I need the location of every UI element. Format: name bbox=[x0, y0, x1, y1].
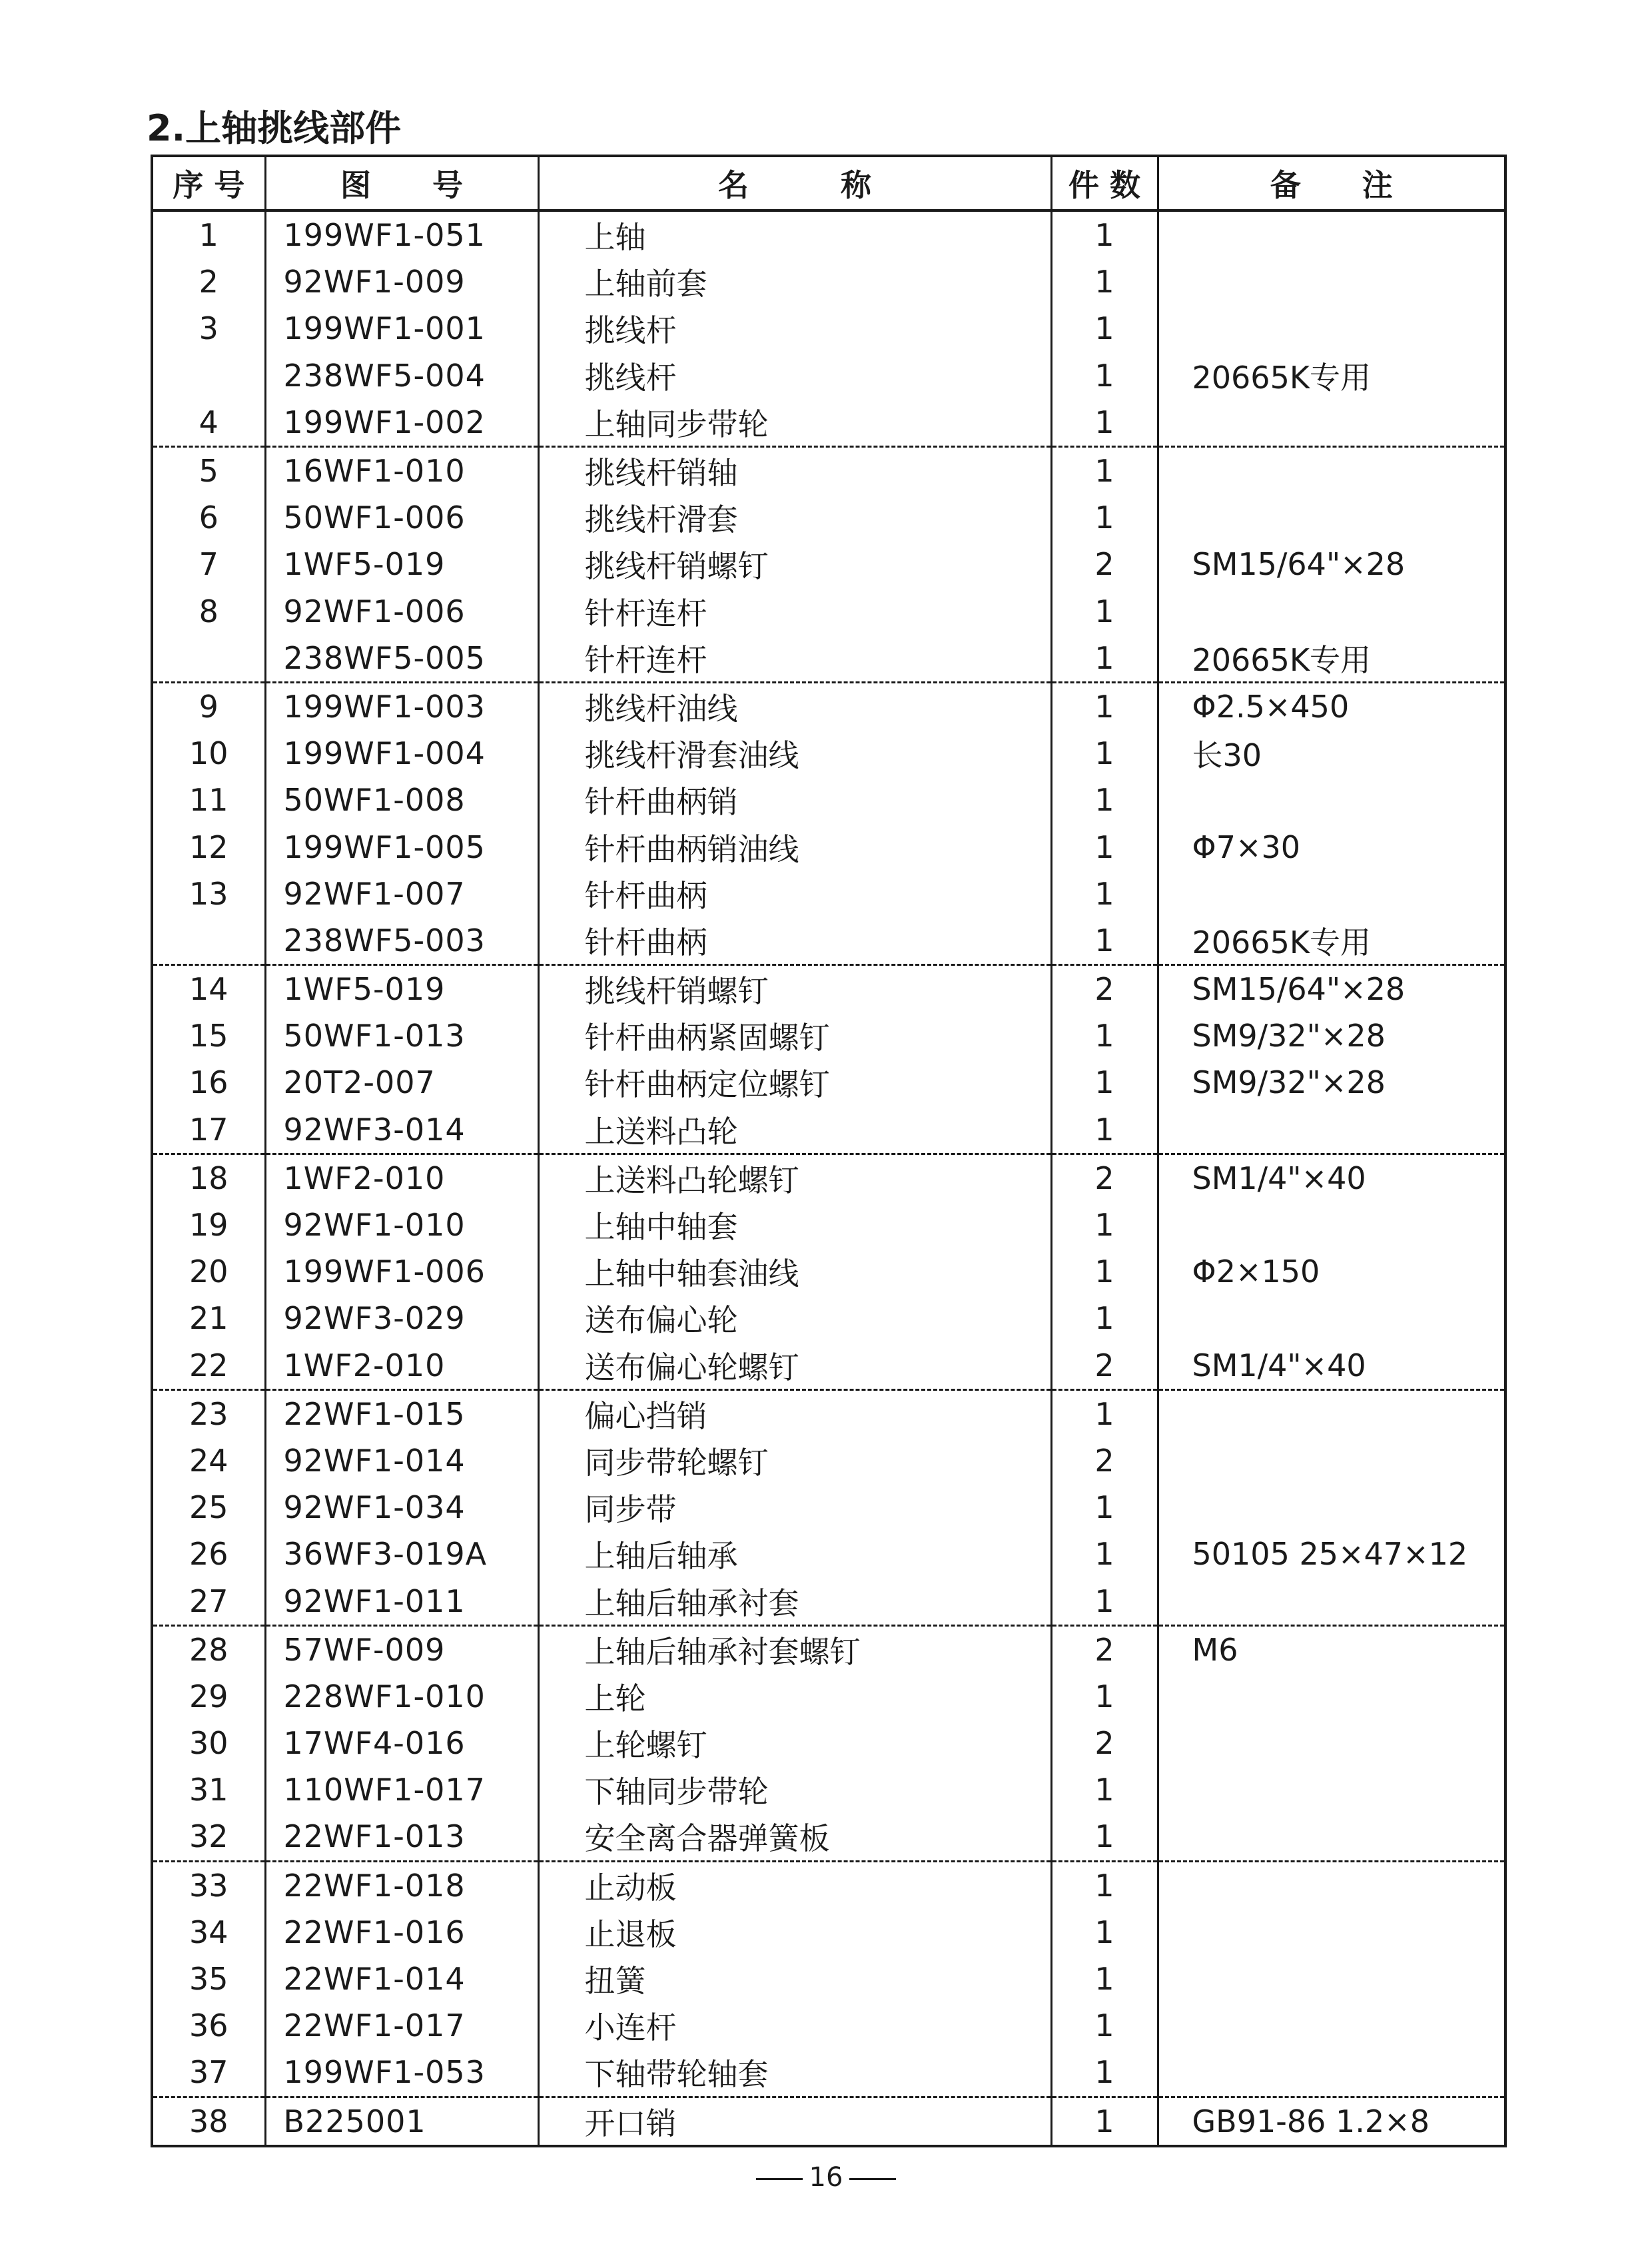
cell-part-code: 199WF1-001 bbox=[265, 305, 538, 352]
cell-remarks: 20665K专用 bbox=[1158, 352, 1505, 399]
cell-quantity: 1 bbox=[1051, 1295, 1158, 1341]
cell-quantity: 1 bbox=[1051, 2049, 1158, 2097]
cell-part-code: 199WF1-051 bbox=[265, 210, 538, 258]
cell-no: 3 bbox=[199, 310, 218, 347]
cell-remarks: M6 bbox=[1158, 1625, 1505, 1673]
cell-part-name: 针杆曲柄定位螺钉 bbox=[538, 1059, 1051, 1106]
cell-quantity: 1 bbox=[1051, 210, 1158, 258]
cell-no: 28 bbox=[189, 1631, 228, 1668]
table-row bbox=[152, 871, 1505, 917]
cell-no: 5 bbox=[199, 453, 218, 490]
cell-part-name: 止动板 bbox=[538, 1861, 1051, 1909]
cell-part-name: 上轴中轴套 bbox=[538, 1202, 1051, 1248]
header-remarks: 备 注 bbox=[1158, 156, 1505, 210]
cell-part-code: 22WF1-013 bbox=[265, 1813, 538, 1861]
cell-part-code: 238WF5-004 bbox=[265, 352, 538, 399]
cell-part-name: 挑线杆 bbox=[538, 305, 1051, 352]
cell-quantity: 1 bbox=[1051, 1484, 1158, 1531]
cell-part-name: 开口销 bbox=[538, 2097, 1051, 2146]
cell-part-code: 92WF1-010 bbox=[265, 1202, 538, 1248]
cell-no: 7 bbox=[199, 546, 218, 583]
cell-quantity: 1 bbox=[1051, 1673, 1158, 1720]
table-row bbox=[152, 1909, 1505, 1956]
cell-no: 13 bbox=[189, 875, 228, 912]
cell-remarks bbox=[1158, 210, 1505, 258]
table-row bbox=[152, 1484, 1505, 1531]
cell-no: 8 bbox=[199, 593, 218, 629]
cell-part-code: 238WF5-003 bbox=[265, 917, 538, 965]
table-row bbox=[152, 682, 1505, 730]
cell-no: 2 bbox=[199, 264, 218, 300]
cell-part-name: 挑线杆油线 bbox=[538, 682, 1051, 730]
cell-part-code: 22WF1-018 bbox=[265, 1861, 538, 1909]
page-number: 16 bbox=[809, 2162, 843, 2193]
cell-part-name: 挑线杆滑套油线 bbox=[538, 730, 1051, 777]
cell-quantity: 1 bbox=[1051, 1909, 1158, 1956]
cell-part-name: 同步带 bbox=[538, 1484, 1051, 1531]
cell-quantity: 1 bbox=[1051, 2002, 1158, 2049]
cell-part-code: 92WF3-014 bbox=[265, 1106, 538, 1154]
header-qty: 件 数 bbox=[1051, 156, 1158, 210]
cell-quantity: 2 bbox=[1051, 1342, 1158, 1390]
cell-no: 27 bbox=[152, 1577, 265, 1625]
cell-remarks bbox=[1158, 1766, 1505, 1813]
cell-part-code: 50WF1-013 bbox=[265, 1012, 538, 1059]
cell-part-code: 1WF5-019 bbox=[265, 541, 538, 587]
cell-remarks: SM15/64"×28 bbox=[1158, 965, 1505, 1013]
cell-quantity: 2 bbox=[1051, 965, 1158, 1013]
table-row bbox=[152, 1531, 1505, 1577]
cell-quantity: 1 bbox=[1051, 917, 1158, 965]
cell-part-code: 92WF1-009 bbox=[265, 258, 538, 305]
cell-part-code: 92WF1-011 bbox=[265, 1577, 538, 1625]
cell-no: 29 bbox=[189, 1678, 228, 1714]
cell-remarks bbox=[1158, 1956, 1505, 2002]
table-row bbox=[152, 1956, 1505, 2002]
cell-part-code: 199WF1-006 bbox=[265, 1248, 538, 1295]
table-header-row bbox=[152, 156, 1505, 210]
cell-part-name: 扭簧 bbox=[538, 1956, 1051, 2002]
cell-no: 21 bbox=[189, 1300, 228, 1337]
cell-no: 33 bbox=[189, 1867, 228, 1904]
cell-part-code: B225001 bbox=[265, 2097, 538, 2146]
cell-remarks bbox=[1158, 1861, 1505, 1909]
cell-no bbox=[152, 917, 265, 965]
cell-no: 1 bbox=[199, 217, 218, 254]
cell-remarks bbox=[1158, 2002, 1505, 2049]
cell-no: 12 bbox=[189, 829, 228, 865]
cell-no: 25 bbox=[189, 1489, 228, 1526]
cell-remarks bbox=[1158, 1484, 1505, 1531]
table-row bbox=[152, 258, 1505, 305]
cell-part-name: 下轴带轮轴套 bbox=[538, 2049, 1051, 2097]
cell-quantity: 1 bbox=[1051, 258, 1158, 305]
cell-part-code: 36WF3-019A bbox=[265, 1531, 538, 1577]
cell-quantity: 2 bbox=[1051, 1625, 1158, 1673]
cell-no: 11 bbox=[189, 782, 228, 819]
cell-no bbox=[152, 352, 265, 399]
table-row bbox=[152, 965, 1505, 1013]
cell-part-name: 上送料凸轮 bbox=[538, 1106, 1051, 1154]
cell-remarks bbox=[1158, 1295, 1505, 1341]
cell-remarks bbox=[1158, 1106, 1505, 1154]
cell-part-name: 挑线杆 bbox=[538, 352, 1051, 399]
cell-part-code: 92WF3-029 bbox=[265, 1295, 538, 1341]
cell-quantity: 1 bbox=[1051, 1766, 1158, 1813]
cell-remarks bbox=[1158, 446, 1505, 494]
table-row bbox=[152, 1342, 1505, 1390]
cell-part-name: 同步带轮螺钉 bbox=[538, 1437, 1051, 1484]
cell-no: 20 bbox=[189, 1254, 228, 1290]
cell-remarks bbox=[1158, 258, 1505, 305]
cell-quantity: 1 bbox=[1051, 1248, 1158, 1295]
cell-remarks: Φ7×30 bbox=[1158, 823, 1505, 870]
cell-remarks bbox=[1158, 399, 1505, 447]
cell-no: 32 bbox=[152, 1813, 265, 1861]
cell-remarks bbox=[1158, 871, 1505, 917]
cell-part-name: 安全离合器弹簧板 bbox=[538, 1813, 1051, 1861]
cell-part-code: 57WF-009 bbox=[265, 1625, 538, 1673]
table-row bbox=[152, 635, 1505, 683]
cell-part-name: 偏心挡销 bbox=[538, 1389, 1051, 1437]
cell-part-name: 挑线杆滑套 bbox=[538, 494, 1051, 541]
cell-remarks bbox=[1158, 1437, 1505, 1484]
cell-part-name: 小连杆 bbox=[538, 2002, 1051, 2049]
table-row bbox=[152, 1248, 1505, 1295]
cell-quantity: 2 bbox=[1051, 541, 1158, 587]
parts-table bbox=[151, 155, 1507, 2147]
table-row bbox=[152, 399, 1505, 447]
table-row bbox=[152, 823, 1505, 870]
table-row bbox=[152, 2002, 1505, 2049]
cell-part-code: 17WF4-016 bbox=[265, 1720, 538, 1766]
cell-part-name: 针杆曲柄紧固螺钉 bbox=[538, 1012, 1051, 1059]
cell-remarks: SM9/32"×28 bbox=[1158, 1012, 1505, 1059]
cell-part-code: 92WF1-034 bbox=[265, 1484, 538, 1531]
cell-part-code: 22WF1-014 bbox=[265, 1956, 538, 2002]
table-row bbox=[152, 446, 1505, 494]
cell-quantity: 1 bbox=[1051, 352, 1158, 399]
cell-no: 37 bbox=[152, 2049, 265, 2097]
cell-part-name: 上轴中轴套油线 bbox=[538, 1248, 1051, 1295]
cell-part-name: 上轴同步带轮 bbox=[538, 399, 1051, 447]
cell-remarks bbox=[1158, 1577, 1505, 1625]
cell-part-name: 送布偏心轮 bbox=[538, 1295, 1051, 1341]
cell-quantity: 1 bbox=[1051, 1956, 1158, 2002]
cell-no: 38 bbox=[189, 2103, 228, 2139]
table-row bbox=[152, 1202, 1505, 1248]
cell-part-name: 上轴后轴承衬套螺钉 bbox=[538, 1625, 1051, 1673]
cell-remarks bbox=[1158, 2049, 1505, 2097]
cell-remarks bbox=[1158, 494, 1505, 541]
cell-part-code: 228WF1-010 bbox=[265, 1673, 538, 1720]
table-row bbox=[152, 1154, 1505, 1202]
cell-quantity: 1 bbox=[1051, 635, 1158, 683]
cell-part-code: 50WF1-008 bbox=[265, 777, 538, 823]
cell-quantity: 1 bbox=[1051, 399, 1158, 447]
table-row bbox=[152, 1720, 1505, 1766]
cell-no: 16 bbox=[189, 1064, 228, 1101]
cell-remarks: SM1/4"×40 bbox=[1158, 1342, 1505, 1390]
cell-part-name: 针杆曲柄销油线 bbox=[538, 823, 1051, 870]
cell-remarks: SM15/64"×28 bbox=[1158, 541, 1505, 587]
table-row bbox=[152, 730, 1505, 777]
cell-remarks: GB91-86 1.2×8 bbox=[1158, 2097, 1505, 2146]
cell-quantity: 1 bbox=[1051, 1577, 1158, 1625]
table-row bbox=[152, 1861, 1505, 1909]
cell-part-name: 上轮 bbox=[538, 1673, 1051, 1720]
cell-part-name: 挑线杆销螺钉 bbox=[538, 541, 1051, 587]
cell-part-name: 上轴后轴承衬套 bbox=[538, 1577, 1051, 1625]
cell-quantity: 1 bbox=[1051, 1531, 1158, 1577]
cell-part-name: 上轴 bbox=[538, 210, 1051, 258]
cell-quantity: 1 bbox=[1051, 1389, 1158, 1437]
cell-remarks bbox=[1158, 305, 1505, 352]
cell-part-name: 针杆曲柄销 bbox=[538, 777, 1051, 823]
cell-part-name: 下轴同步带轮 bbox=[538, 1766, 1051, 1813]
header-code: 图 号 bbox=[265, 156, 538, 210]
cell-part-code: 92WF1-014 bbox=[265, 1437, 538, 1484]
cell-quantity: 1 bbox=[1051, 1059, 1158, 1106]
table-row bbox=[152, 1813, 1505, 1861]
cell-part-code: 50WF1-006 bbox=[265, 494, 538, 541]
cell-remarks bbox=[1158, 777, 1505, 823]
table-row bbox=[152, 1059, 1505, 1106]
cell-no: 26 bbox=[189, 1536, 228, 1573]
cell-no: 4 bbox=[152, 399, 265, 447]
table-row bbox=[152, 1106, 1505, 1154]
table-row bbox=[152, 2049, 1505, 2097]
section-title: 2.上轴挑线部件 bbox=[147, 107, 402, 149]
cell-no: 23 bbox=[189, 1395, 228, 1432]
table-row bbox=[152, 1766, 1505, 1813]
cell-remarks: 50105 25×47×12 bbox=[1158, 1531, 1505, 1577]
cell-quantity: 2 bbox=[1051, 1154, 1158, 1202]
cell-part-code: 1WF2-010 bbox=[265, 1154, 538, 1202]
cell-part-code: 199WF1-053 bbox=[265, 2049, 538, 2097]
cell-remarks: 20665K专用 bbox=[1158, 917, 1505, 965]
cell-remarks bbox=[1158, 1720, 1505, 1766]
cell-no: 15 bbox=[189, 1018, 228, 1054]
cell-part-name: 挑线杆销轴 bbox=[538, 446, 1051, 494]
cell-part-code: 92WF1-006 bbox=[265, 588, 538, 635]
cell-no: 19 bbox=[189, 1207, 228, 1244]
cell-part-name: 上轴后轴承 bbox=[538, 1531, 1051, 1577]
cell-remarks bbox=[1158, 1202, 1505, 1248]
footer-dash-left bbox=[756, 2178, 803, 2180]
cell-remarks: Φ2.5×450 bbox=[1158, 682, 1505, 730]
header-name: 名 称 bbox=[538, 156, 1051, 210]
cell-part-name: 上轴前套 bbox=[538, 258, 1051, 305]
cell-part-code: 199WF1-005 bbox=[265, 823, 538, 870]
cell-part-name: 送布偏心轮螺钉 bbox=[538, 1342, 1051, 1390]
cell-no: 24 bbox=[189, 1442, 228, 1479]
table-row bbox=[152, 1295, 1505, 1341]
footer-dash-right bbox=[849, 2178, 896, 2180]
cell-remarks: Φ2×150 bbox=[1158, 1248, 1505, 1295]
cell-no: 14 bbox=[189, 971, 228, 1008]
cell-quantity: 1 bbox=[1051, 1813, 1158, 1861]
cell-remarks: SM1/4"×40 bbox=[1158, 1154, 1505, 1202]
cell-no: 17 bbox=[152, 1106, 265, 1154]
cell-part-code: 199WF1-003 bbox=[265, 682, 538, 730]
cell-part-name: 针杆连杆 bbox=[538, 588, 1051, 635]
table-row bbox=[152, 917, 1505, 965]
cell-part-name: 上轮螺钉 bbox=[538, 1720, 1051, 1766]
cell-remarks bbox=[1158, 588, 1505, 635]
table-row bbox=[152, 588, 1505, 635]
cell-part-code: 22WF1-016 bbox=[265, 1909, 538, 1956]
cell-remarks: 20665K专用 bbox=[1158, 635, 1505, 683]
table-row bbox=[152, 1012, 1505, 1059]
cell-quantity: 1 bbox=[1051, 494, 1158, 541]
cell-no: 31 bbox=[189, 1772, 228, 1808]
table-row bbox=[152, 777, 1505, 823]
cell-quantity: 1 bbox=[1051, 2097, 1158, 2146]
cell-part-name: 上送料凸轮螺钉 bbox=[538, 1154, 1051, 1202]
cell-part-code: 22WF1-017 bbox=[265, 2002, 538, 2049]
cell-part-code: 199WF1-004 bbox=[265, 730, 538, 777]
cell-remarks: SM9/32"×28 bbox=[1158, 1059, 1505, 1106]
cell-part-code: 92WF1-007 bbox=[265, 871, 538, 917]
table-row bbox=[152, 305, 1505, 352]
table-row bbox=[152, 1389, 1505, 1437]
cell-no: 22 bbox=[152, 1342, 265, 1390]
cell-quantity: 1 bbox=[1051, 588, 1158, 635]
cell-no: 10 bbox=[189, 735, 228, 772]
cell-no: 6 bbox=[199, 500, 218, 536]
table-row bbox=[152, 1625, 1505, 1673]
cell-part-name: 针杆曲柄 bbox=[538, 917, 1051, 965]
cell-no: 34 bbox=[189, 1914, 228, 1950]
cell-part-name: 针杆曲柄 bbox=[538, 871, 1051, 917]
cell-remarks bbox=[1158, 1673, 1505, 1720]
cell-no: 9 bbox=[199, 688, 218, 725]
cell-part-name: 针杆连杆 bbox=[538, 635, 1051, 683]
cell-part-code: 1WF2-010 bbox=[265, 1342, 538, 1390]
cell-part-code: 238WF5-005 bbox=[265, 635, 538, 683]
cell-quantity: 1 bbox=[1051, 682, 1158, 730]
table-row bbox=[152, 210, 1505, 258]
cell-quantity: 2 bbox=[1051, 1437, 1158, 1484]
page-footer bbox=[0, 2162, 1652, 2193]
cell-quantity: 1 bbox=[1051, 1202, 1158, 1248]
cell-part-name: 止退板 bbox=[538, 1909, 1051, 1956]
cell-quantity: 1 bbox=[1051, 871, 1158, 917]
table-row bbox=[152, 541, 1505, 587]
table-row bbox=[152, 1577, 1505, 1625]
cell-part-name: 挑线杆销螺钉 bbox=[538, 965, 1051, 1013]
cell-part-code: 20T2-007 bbox=[265, 1059, 538, 1106]
cell-quantity: 1 bbox=[1051, 305, 1158, 352]
cell-no: 35 bbox=[189, 1961, 228, 1998]
cell-quantity: 2 bbox=[1051, 1720, 1158, 1766]
cell-no bbox=[152, 635, 265, 683]
cell-quantity: 1 bbox=[1051, 730, 1158, 777]
cell-quantity: 1 bbox=[1051, 1106, 1158, 1154]
cell-remarks bbox=[1158, 1909, 1505, 1956]
cell-quantity: 1 bbox=[1051, 823, 1158, 870]
table-row bbox=[152, 2097, 1505, 2146]
cell-remarks bbox=[1158, 1813, 1505, 1861]
table-row bbox=[152, 352, 1505, 399]
cell-no: 18 bbox=[189, 1160, 228, 1196]
cell-quantity: 1 bbox=[1051, 446, 1158, 494]
cell-remarks bbox=[1158, 1389, 1505, 1437]
cell-quantity: 1 bbox=[1051, 1012, 1158, 1059]
cell-part-code: 110WF1-017 bbox=[265, 1766, 538, 1813]
table-row bbox=[152, 1437, 1505, 1484]
cell-part-code: 199WF1-002 bbox=[265, 399, 538, 447]
table-row bbox=[152, 1673, 1505, 1720]
cell-quantity: 1 bbox=[1051, 777, 1158, 823]
header-no: 序 号 bbox=[152, 156, 265, 210]
cell-quantity: 1 bbox=[1051, 1861, 1158, 1909]
cell-no: 30 bbox=[189, 1725, 228, 1762]
cell-part-code: 1WF5-019 bbox=[265, 965, 538, 1013]
cell-remarks: 长30 bbox=[1158, 730, 1505, 777]
cell-part-code: 22WF1-015 bbox=[265, 1389, 538, 1437]
cell-part-code: 16WF1-010 bbox=[265, 446, 538, 494]
cell-no: 36 bbox=[189, 2008, 228, 2044]
table-row bbox=[152, 494, 1505, 541]
